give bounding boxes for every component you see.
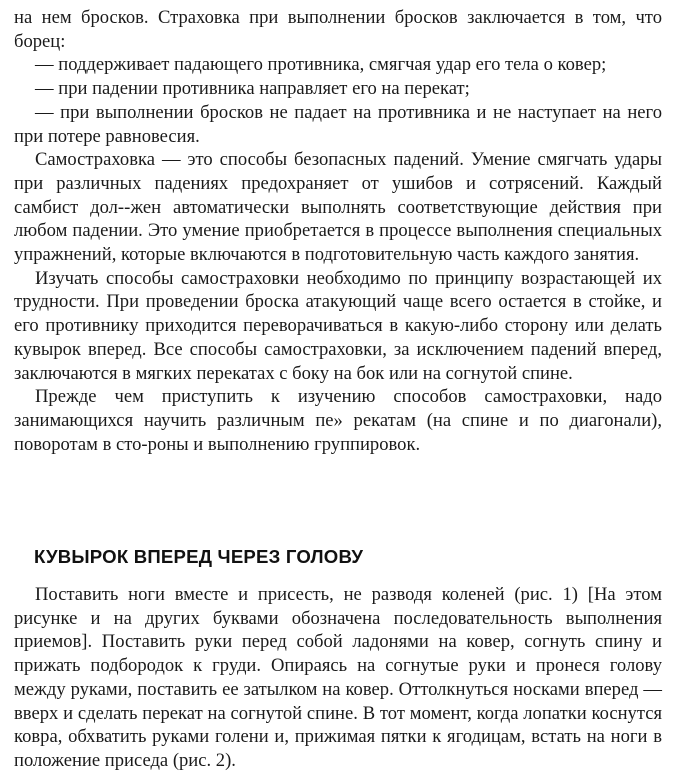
document-page bbox=[14, 6, 662, 771]
intro-paragraph: на нем бросков. Страховка при выполнении бросков заключается в том, что борец: bbox=[14, 7, 662, 52]
dash-list-item: — при выполнении бросков не падает на противника и не наступает на него при потере равновесия. bbox=[14, 101, 662, 147]
dash-list-item: — поддерживает падающего противника, смягчая удар его тела о ковер; bbox=[35, 54, 607, 76]
body-paragraph: Самостраховка — это способы безопасных падений. Умение смягчать удары при различных падениях предохраняет от ушибов и сотрясений. Каждый самбист дол--жен автоматически выполнять соответствующие действия при любом падении. Это умение приобретается в процессе выполнения специальных упражнений, которые включаются в подготовительную часть каждого занятия. bbox=[14, 149, 662, 266]
section-body bbox=[14, 583, 662, 773]
body-paragraph: Прежде чем приступить к изучению способов самостраховки, надо занимающихся научить различным пе» рекатам (на спине и по диагонали), поворотам в сто-роны и выполнению группировок. bbox=[14, 386, 662, 455]
body-paragraph: Изучать способы самостраховки необходимо по принципу возрастающей их трудности. При проведении броска атакующий чаще всего остается в стойке, и его противнику приходится переворачиваться в какую-либо сторону или делать кувырок вперед. Все способы самостраховки, за исключением падений вперед, заключаются в мягких перекатах с боку на бок или на согнутой спине. bbox=[14, 267, 662, 384]
dash-list-item: — при падении противника направляет его на перекат; bbox=[35, 78, 470, 100]
section-paragraph: Поставить ноги вместе и присесть, не разводя коленей (рис. 1) [На этом рисунке и на других буквами обозначена последовательность выполнения приемов]. Поставить руки перед собой ладонями на ковер, согнуть спину и прижать подбородок к груди. Опираясь на согнутые руки и пронеся голову между руками, поставить ее затылком на ковер. Оттолкнуться носками вперед — вверх и сделать перекат на согнутой спине. В тот момент, когда лопатки коснутся ковра, обхватить руками голени и, прижимая пятки к ягодицам, встать на ноги в положение приседа (рис. 2). bbox=[14, 584, 662, 771]
section-heading: КУВЫРОК ВПЕРЕД ЧЕРЕЗ ГОЛОВУ bbox=[34, 546, 364, 567]
